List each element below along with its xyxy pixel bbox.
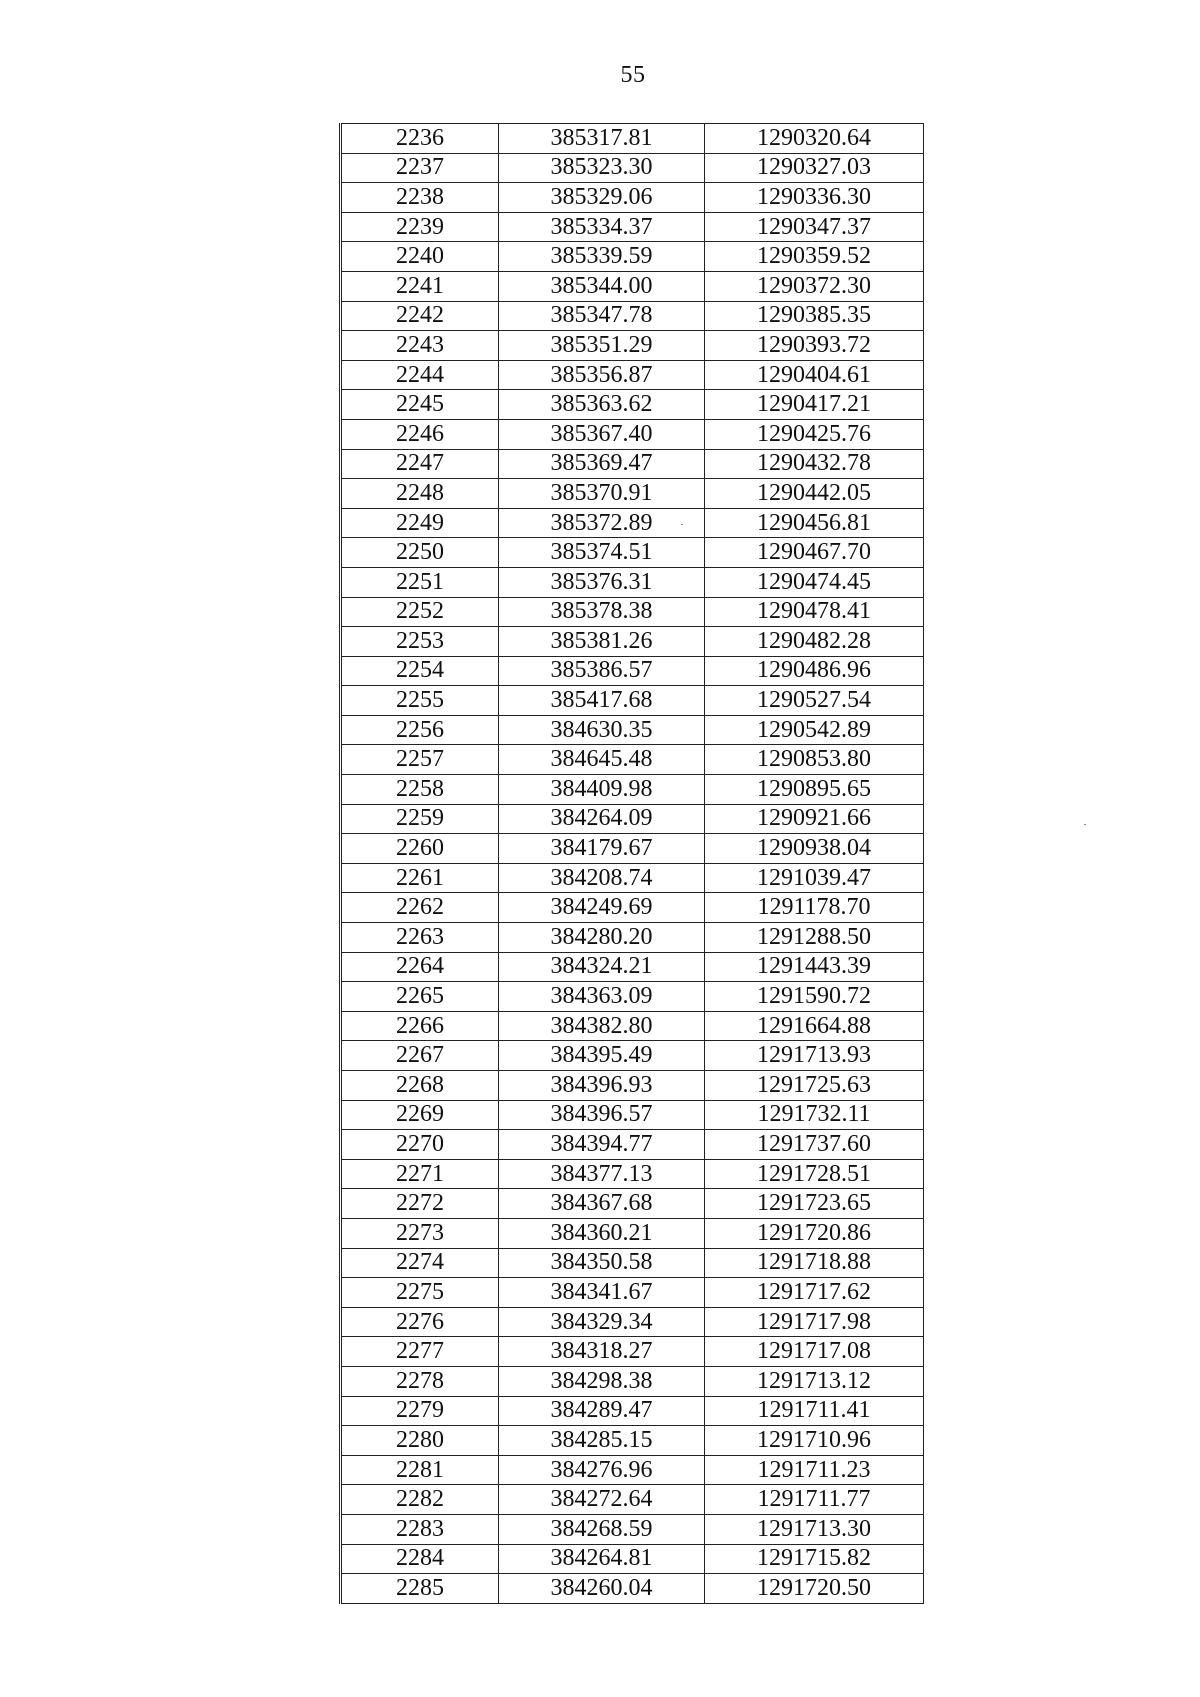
table-row bbox=[341, 686, 924, 716]
table-row bbox=[341, 390, 924, 420]
y-coordinate-cell: 1291717.62 bbox=[705, 1278, 924, 1308]
y-coordinate-cell: 1291720.50 bbox=[757, 1574, 871, 1601]
point-number-cell: 2260 bbox=[341, 834, 499, 864]
point-number-cell: 2238 bbox=[341, 183, 499, 213]
x-coordinate-cell: 384285.15 bbox=[499, 1426, 705, 1456]
x-coordinate-cell: 384289.47 bbox=[499, 1396, 705, 1426]
point-number-cell: 2240 bbox=[341, 242, 499, 272]
table-row bbox=[341, 834, 924, 864]
point-number-cell: 2242 bbox=[341, 301, 499, 331]
point-number-cell: 2274 bbox=[341, 1248, 499, 1278]
point-number-cell: 2281 bbox=[341, 1455, 499, 1485]
point-number-cell: 2237 bbox=[341, 153, 499, 183]
y-coordinate-cell: 1291711.41 bbox=[705, 1396, 924, 1426]
point-number-cell: 2285 bbox=[341, 1574, 499, 1604]
table-row bbox=[341, 1218, 924, 1248]
x-coordinate-cell: 385372.89 bbox=[499, 508, 705, 538]
point-number-cell: 2282 bbox=[341, 1485, 499, 1515]
y-coordinate-cell: 1291288.50 bbox=[705, 923, 924, 953]
point-number-cell: 2284 bbox=[341, 1544, 499, 1574]
y-coordinate-cell: 1290478.41 bbox=[705, 597, 924, 627]
x-coordinate-cell: 384324.21 bbox=[499, 952, 705, 982]
y-coordinate-cell: 1290895.65 bbox=[705, 775, 924, 805]
table-row bbox=[341, 567, 924, 597]
y-coordinate-cell: 1291717.98 bbox=[705, 1307, 924, 1337]
table-row bbox=[341, 1248, 924, 1278]
point-number-cell: 2283 bbox=[341, 1514, 499, 1544]
y-coordinate-cell: 1290938.04 bbox=[705, 834, 924, 864]
y-coordinate-cell: 1291723.65 bbox=[705, 1189, 924, 1219]
table-row bbox=[341, 1071, 924, 1101]
x-coordinate-cell: 384363.09 bbox=[499, 982, 705, 1012]
x-coordinate-cell: 385323.30 bbox=[499, 153, 705, 183]
x-coordinate-cell: 384394.77 bbox=[499, 1130, 705, 1160]
x-coordinate-cell: 385369.47 bbox=[499, 449, 705, 479]
table-row bbox=[341, 124, 924, 154]
x-coordinate-cell: 384396.57 bbox=[499, 1100, 705, 1130]
table-row bbox=[341, 597, 924, 627]
point-number-cell: 2273 bbox=[341, 1218, 499, 1248]
y-coordinate-cell: 1290425.76 bbox=[705, 419, 924, 449]
coordinates-table-body bbox=[341, 124, 924, 1604]
table-row bbox=[341, 863, 924, 893]
x-coordinate-cell: 384382.80 bbox=[499, 1011, 705, 1041]
table-row bbox=[341, 242, 924, 272]
x-coordinate-cell: 384409.98 bbox=[499, 775, 705, 805]
point-number-cell: 2276 bbox=[341, 1307, 499, 1337]
table-row bbox=[341, 1485, 924, 1515]
point-number-cell: 2265 bbox=[341, 982, 499, 1012]
point-number-cell: 2236 bbox=[341, 124, 499, 154]
y-coordinate-cell: 1291713.30 bbox=[705, 1514, 924, 1544]
point-number-cell: 2262 bbox=[341, 893, 499, 923]
table-row bbox=[341, 538, 924, 568]
point-number-cell: 2249 bbox=[341, 508, 499, 538]
y-coordinate-cell: 1291443.39 bbox=[705, 952, 924, 982]
table-row bbox=[341, 183, 924, 213]
point-number-cell: 2252 bbox=[341, 597, 499, 627]
x-coordinate-cell: 385339.59 bbox=[499, 242, 705, 272]
y-coordinate-cell: 1291737.60 bbox=[705, 1130, 924, 1160]
table-row bbox=[341, 1041, 924, 1071]
y-coordinate-cell: 1291728.51 bbox=[705, 1159, 924, 1189]
x-coordinate-cell: 385344.00 bbox=[499, 271, 705, 301]
point-number-cell: 2258 bbox=[341, 775, 499, 805]
y-coordinate-cell: 1290432.78 bbox=[705, 449, 924, 479]
point-number-cell: 2244 bbox=[341, 360, 499, 390]
y-coordinate-cell: 1290393.72 bbox=[705, 331, 924, 361]
x-coordinate-cell: 385386.57 bbox=[499, 656, 705, 686]
scan-speck bbox=[681, 524, 683, 525]
y-coordinate-cell: 1291711.77 bbox=[705, 1485, 924, 1515]
x-coordinate-cell: 384260.04 bbox=[499, 1574, 705, 1604]
x-coordinate-cell: 384341.67 bbox=[499, 1278, 705, 1308]
x-coordinate-cell: 385378.38 bbox=[499, 597, 705, 627]
x-coordinate-cell: 385347.78 bbox=[499, 301, 705, 331]
x-coordinate-cell: 384208.74 bbox=[499, 863, 705, 893]
y-coordinate-cell: 1291664.88 bbox=[705, 1011, 924, 1041]
y-coordinate-cell: 1290347.37 bbox=[705, 212, 924, 242]
point-number-cell: 2251 bbox=[341, 567, 499, 597]
point-number-cell: 2280 bbox=[341, 1426, 499, 1456]
point-number-cell: 2241 bbox=[341, 271, 499, 301]
point-number-cell: 2246 bbox=[341, 419, 499, 449]
table-row bbox=[341, 1011, 924, 1041]
point-number-cell: 2247 bbox=[341, 449, 499, 479]
point-number-cell: 2261 bbox=[341, 863, 499, 893]
table-row bbox=[341, 1396, 924, 1426]
y-coordinate-cell: 1290474.45 bbox=[705, 567, 924, 597]
x-coordinate-cell: 385417.68 bbox=[499, 686, 705, 716]
table-row bbox=[341, 360, 924, 390]
table-row bbox=[341, 804, 924, 834]
x-coordinate-cell: 384329.34 bbox=[499, 1307, 705, 1337]
table-row bbox=[341, 1278, 924, 1308]
y-coordinate-cell: 1291713.93 bbox=[705, 1041, 924, 1071]
x-coordinate-cell: 384396.93 bbox=[499, 1071, 705, 1101]
x-coordinate-cell: 385363.62 bbox=[499, 390, 705, 420]
x-coordinate-cell: 384350.58 bbox=[499, 1248, 705, 1278]
point-number-cell: 2259 bbox=[341, 804, 499, 834]
x-coordinate-cell: 385334.37 bbox=[499, 212, 705, 242]
point-number-cell: 2267 bbox=[341, 1041, 499, 1071]
table-row bbox=[341, 923, 924, 953]
table-row bbox=[341, 271, 924, 301]
table-row bbox=[341, 893, 924, 923]
table-row bbox=[341, 1100, 924, 1130]
x-coordinate-cell: 384264.81 bbox=[499, 1544, 705, 1574]
x-coordinate-cell: 384367.68 bbox=[499, 1189, 705, 1219]
point-number-cell: 2253 bbox=[341, 627, 499, 657]
table-row bbox=[341, 331, 924, 361]
point-number-cell: 2245 bbox=[341, 390, 499, 420]
x-coordinate-cell: 385367.40 bbox=[499, 419, 705, 449]
table-row bbox=[341, 1426, 924, 1456]
y-coordinate-cell: 1291590.72 bbox=[705, 982, 924, 1012]
x-coordinate-cell: 384630.35 bbox=[499, 715, 705, 745]
y-coordinate-cell: 1290404.61 bbox=[705, 360, 924, 390]
x-coordinate-cell: 384395.49 bbox=[499, 1041, 705, 1071]
table-row bbox=[341, 952, 924, 982]
point-number-cell: 2264 bbox=[341, 952, 499, 982]
point-number-cell: 2275 bbox=[341, 1278, 499, 1308]
table-row bbox=[341, 153, 924, 183]
x-coordinate-cell: 385317.81 bbox=[499, 124, 705, 154]
y-coordinate-cell: 1290359.52 bbox=[705, 242, 924, 272]
x-coordinate-cell: 384318.27 bbox=[499, 1337, 705, 1367]
scan-speck bbox=[1084, 824, 1086, 825]
x-coordinate-cell: 384280.20 bbox=[499, 923, 705, 953]
point-number-cell: 2256 bbox=[341, 715, 499, 745]
y-coordinate-cell: 1291713.12 bbox=[705, 1366, 924, 1396]
y-coordinate-cell: 1290385.35 bbox=[705, 301, 924, 331]
x-coordinate-cell: 384264.09 bbox=[499, 804, 705, 834]
table-row bbox=[341, 419, 924, 449]
table-row bbox=[341, 508, 924, 538]
y-coordinate-cell: 1290482.28 bbox=[705, 627, 924, 657]
coordinates-table bbox=[339, 123, 924, 1604]
table-row bbox=[341, 301, 924, 331]
x-coordinate-cell: 385374.51 bbox=[499, 538, 705, 568]
y-coordinate-cell: 1291710.96 bbox=[705, 1426, 924, 1456]
point-number-cell: 2268 bbox=[341, 1071, 499, 1101]
table-row bbox=[341, 775, 924, 805]
point-number-cell: 2279 bbox=[341, 1396, 499, 1426]
y-coordinate-cell: 1291725.63 bbox=[705, 1071, 924, 1101]
y-coordinate-cell: 1290853.80 bbox=[705, 745, 924, 775]
table-row bbox=[341, 1574, 924, 1604]
y-coordinate-cell: 1290456.81 bbox=[705, 508, 924, 538]
x-coordinate-cell: 384179.67 bbox=[499, 834, 705, 864]
table-row bbox=[341, 1159, 924, 1189]
point-number-cell: 2266 bbox=[341, 1011, 499, 1041]
y-coordinate-cell: 1291720.86 bbox=[705, 1218, 924, 1248]
x-coordinate-cell: 385381.26 bbox=[499, 627, 705, 657]
table-row bbox=[341, 1455, 924, 1485]
point-number-cell: 2269 bbox=[341, 1100, 499, 1130]
point-number-cell: 2271 bbox=[341, 1159, 499, 1189]
y-coordinate-cell: 1291732.11 bbox=[705, 1100, 924, 1130]
point-number-cell: 2278 bbox=[341, 1366, 499, 1396]
y-coordinate-cell: 1291039.47 bbox=[705, 863, 924, 893]
y-coordinate-cell: 1291711.23 bbox=[705, 1455, 924, 1485]
x-coordinate-cell: 385329.06 bbox=[499, 183, 705, 213]
y-coordinate-cell: 1291715.82 bbox=[705, 1544, 924, 1574]
y-coordinate-cell: 1290320.64 bbox=[705, 124, 924, 154]
x-coordinate-cell: 384268.59 bbox=[499, 1514, 705, 1544]
y-coordinate-cell: 1290417.21 bbox=[705, 390, 924, 420]
table-row bbox=[341, 1514, 924, 1544]
table-row bbox=[341, 656, 924, 686]
point-number-cell: 2277 bbox=[341, 1337, 499, 1367]
table-row bbox=[341, 1130, 924, 1160]
y-coordinate-cell: 1291178.70 bbox=[705, 893, 924, 923]
x-coordinate-cell: 384249.69 bbox=[499, 893, 705, 923]
y-coordinate-cell: 1290542.89 bbox=[705, 715, 924, 745]
table-row bbox=[341, 479, 924, 509]
y-coordinate-cell: 1290336.30 bbox=[705, 183, 924, 213]
x-coordinate-cell: 384377.13 bbox=[499, 1159, 705, 1189]
table-row bbox=[341, 1366, 924, 1396]
y-coordinate-cell: 1291718.88 bbox=[705, 1248, 924, 1278]
y-coordinate-cell: 1290921.66 bbox=[705, 804, 924, 834]
y-coordinate-cell: 1290486.96 bbox=[705, 656, 924, 686]
table-row bbox=[341, 1544, 924, 1574]
point-number-cell: 2250 bbox=[341, 538, 499, 568]
x-coordinate-cell: 385376.31 bbox=[499, 567, 705, 597]
table-row bbox=[341, 982, 924, 1012]
point-number-cell: 2272 bbox=[341, 1189, 499, 1219]
y-coordinate-cell: 1290442.05 bbox=[705, 479, 924, 509]
point-number-cell: 2254 bbox=[341, 656, 499, 686]
table-row bbox=[341, 627, 924, 657]
x-coordinate-cell: 384298.38 bbox=[499, 1366, 705, 1396]
x-coordinate-cell: 385351.29 bbox=[499, 331, 705, 361]
x-coordinate-cell: 385356.87 bbox=[499, 360, 705, 390]
y-coordinate-cell: 1290467.70 bbox=[705, 538, 924, 568]
x-coordinate-cell: 384276.96 bbox=[499, 1455, 705, 1485]
page-number: 55 bbox=[620, 62, 646, 88]
point-number-cell: 2243 bbox=[341, 331, 499, 361]
table-row bbox=[341, 1337, 924, 1367]
table-row bbox=[341, 1307, 924, 1337]
point-number-cell: 2255 bbox=[341, 686, 499, 716]
y-coordinate-cell: 1290372.30 bbox=[705, 271, 924, 301]
table-row bbox=[341, 745, 924, 775]
x-coordinate-cell: 385370.91 bbox=[499, 479, 705, 509]
point-number-cell: 2270 bbox=[341, 1130, 499, 1160]
y-coordinate-cell: 1290527.54 bbox=[705, 686, 924, 716]
table-row bbox=[341, 1189, 924, 1219]
point-number-cell: 2239 bbox=[341, 212, 499, 242]
point-number-cell: 2257 bbox=[341, 745, 499, 775]
y-coordinate-cell: 1291717.08 bbox=[705, 1337, 924, 1367]
table-row bbox=[341, 715, 924, 745]
x-coordinate-cell: 384645.48 bbox=[499, 745, 705, 775]
point-number-cell: 2248 bbox=[341, 479, 499, 509]
x-coordinate-cell: 384272.64 bbox=[499, 1485, 705, 1515]
x-coordinate-cell: 384360.21 bbox=[499, 1218, 705, 1248]
table-row bbox=[341, 212, 924, 242]
table-row bbox=[341, 449, 924, 479]
y-coordinate-cell: 1290327.03 bbox=[705, 153, 924, 183]
point-number-cell: 2263 bbox=[341, 923, 499, 953]
